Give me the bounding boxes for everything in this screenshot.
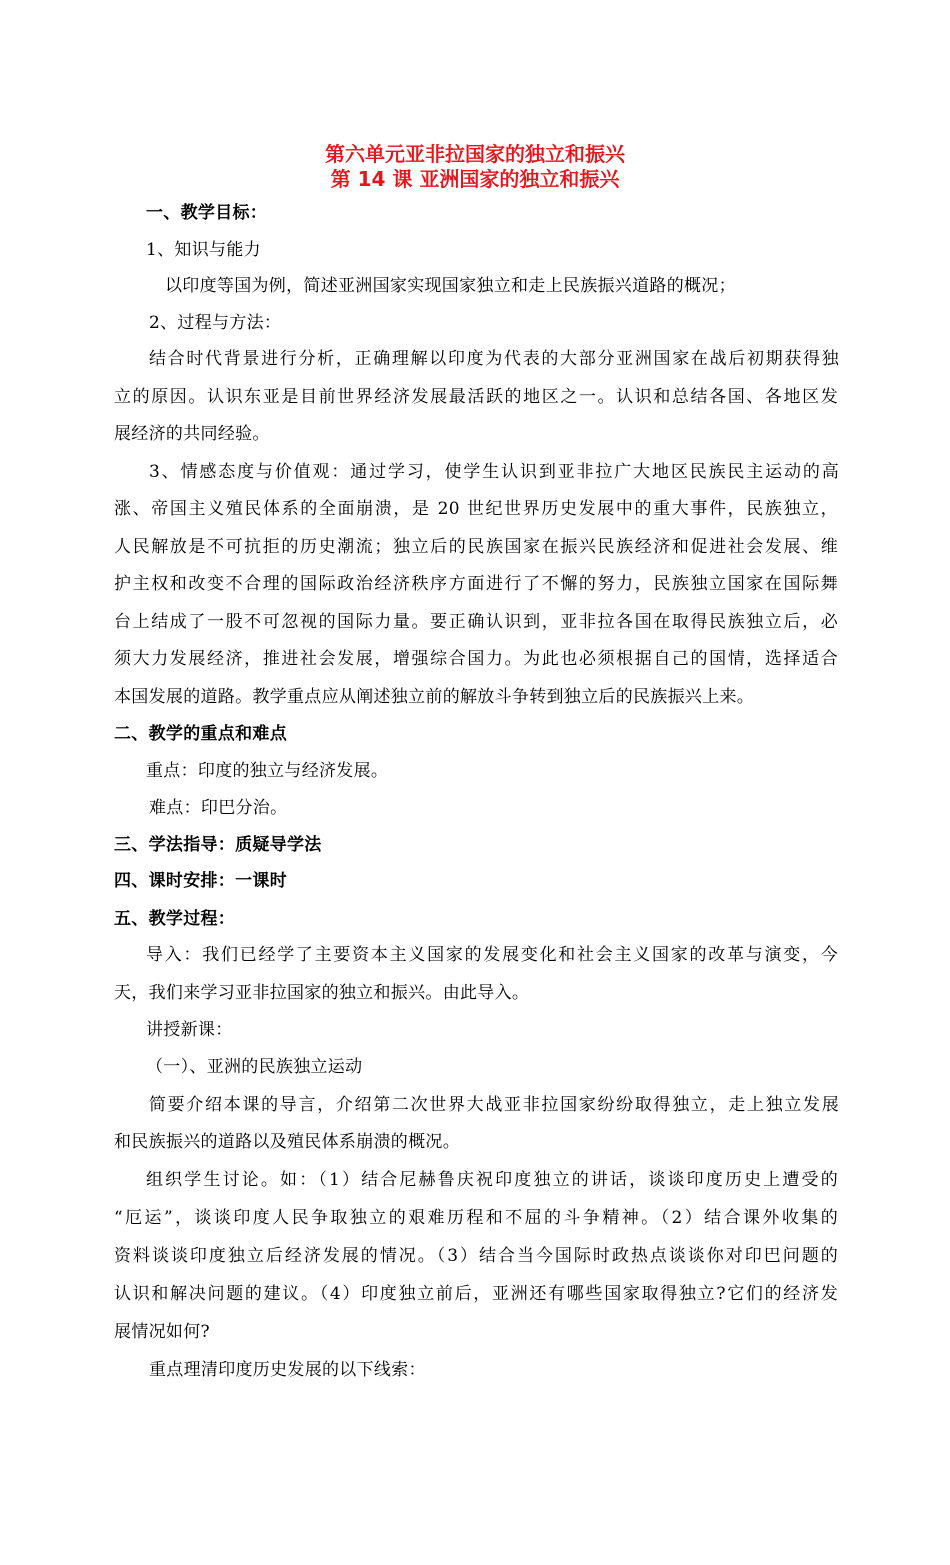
lesson-title: 第 14 课 亚洲国家的独立和振兴 — [330, 167, 620, 191]
paragraph-line: 以印度等国为例，简述亚洲国家实现国家独立和走上民族振兴道路的概况； — [165, 276, 736, 296]
paragraph-line: 导入：我们已经学了主要资本主义国家的发展变化和社会主义国家的改革与演变，今 — [146, 945, 838, 965]
subheading-process: 2、过程与方法： — [149, 313, 282, 333]
subheading-knowledge: 1、知识与能力 — [146, 240, 261, 260]
section-heading-process: 五、教学过程： — [114, 909, 236, 929]
paragraph-line: 资料谈谈印度独立后经济发展的情况。（3）结合当今国际时政热点谈谈你对印巴问题的 — [114, 1246, 838, 1266]
paragraph-line: 结合时代背景进行分析，正确理解以印度为代表的大部分亚洲国家在战后初期获得独 — [149, 349, 839, 369]
paragraph-line: 人民解放是不可抗拒的历史潮流；独立后的民族国家在振兴民族经济和促进社会发展、维 — [114, 537, 838, 557]
subheading-asia-independence: （一）、亚洲的民族独立运动 — [146, 1057, 363, 1077]
unit-title: 第六单元亚非拉国家的独立和振兴 — [325, 142, 625, 166]
paragraph-line: 台上结成了一股不可忽视的国际力量。要正确认识到，亚非拉各国在取得民族独立后，必 — [114, 612, 838, 632]
paragraph-line: 天，我们来学习亚非拉国家的独立和振兴。由此导入。 — [114, 983, 530, 1003]
section-heading-method: 三、学法指导：质疑导学法 — [114, 835, 322, 855]
paragraph-line: 重点理清印度历史发展的以下线索： — [149, 1360, 426, 1380]
paragraph-line: 立的原因。认识东亚是目前世界经济发展最活跃的地区之一。认识和总结各国、各地区发 — [114, 387, 838, 407]
difficulty-text: 难点：印巴分治。 — [149, 798, 288, 818]
paragraph-line: 简要介绍本课的导言，介绍第二次世界大战亚非拉国家纷纷取得独立，走上独立发展 — [149, 1095, 839, 1115]
section-heading-key-points: 二、教学的重点和难点 — [114, 724, 287, 744]
paragraph-line: 和民族振兴的道路以及殖民体系崩溃的概况。 — [114, 1132, 460, 1152]
paragraph-line: 3、情感态度与价值观：通过学习，使学生认识到亚非拉广大地区民族民主运动的高 — [149, 462, 839, 482]
key-point-text: 重点：印度的独立与经济发展。 — [146, 761, 389, 781]
section-heading-schedule: 四、课时安排：一课时 — [114, 871, 287, 891]
paragraph-line: 本国发展的道路。教学重点应从阐述独立前的解放斗争转到独立后的民族振兴上来。 — [114, 687, 755, 707]
paragraph-line: 讲授新课： — [146, 1020, 233, 1040]
paragraph-line: 展情况如何? — [114, 1322, 210, 1342]
paragraph-line: 涨、帝国主义殖民体系的全面崩溃，是 20 世纪世界历史发展中的重大事件，民族独立， — [114, 499, 838, 519]
paragraph-line: “厄运”，谈谈印度人民争取独立的艰难历程和不屈的斗争精神。（2）结合课外收集的 — [114, 1208, 838, 1228]
section-heading-objectives: 一、教学目标： — [146, 203, 268, 223]
paragraph-line: 须大力发展经济，推进社会发展，增强综合国力。为此也必须根据自己的国情，选择适合 — [114, 649, 838, 669]
paragraph-line: 护主权和改变不合理的国际政治经济秩序方面进行了不懈的努力，民族独立国家在国际舞 — [114, 574, 838, 594]
paragraph-line: 组织学生讨论。如：（1）结合尼赫鲁庆祝印度独立的讲话，谈谈印度历史上遭受的 — [146, 1170, 838, 1190]
paragraph-line: 认识和解决问题的建议。（4）印度独立前后，亚洲还有哪些国家取得独立?它们的经济发 — [114, 1284, 838, 1304]
paragraph-line: 展经济的共同经验。 — [114, 424, 270, 444]
